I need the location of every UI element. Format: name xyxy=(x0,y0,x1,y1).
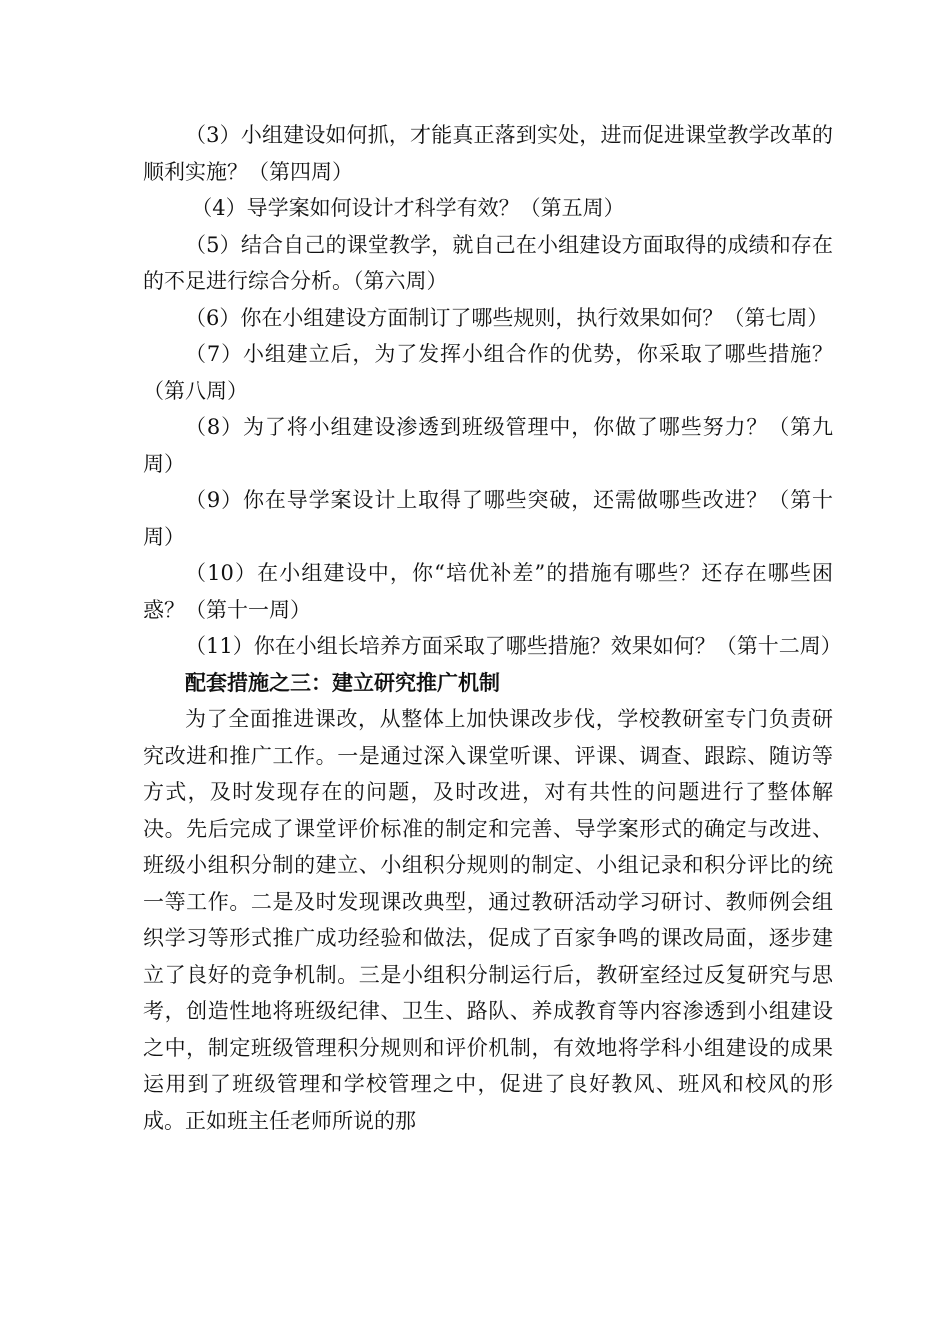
question-item-6: （6）你在小组建设方面制订了哪些规则，执行效果如何？（第七周） xyxy=(185,305,829,330)
question-item-7: （7）小组建立后，为了发挥小组合作的优势，你采取了哪些措施？（第八周） xyxy=(143,342,833,403)
document-body xyxy=(143,117,842,1139)
question-item-9: （9）你在导学案设计上取得了哪些突破，还需做哪些改进？（第十周） xyxy=(143,488,833,549)
question-item-3: （3）小组建设如何抓，才能真正落到实处，进而促进课堂教学改革的顺利实施？（第四周） xyxy=(143,123,833,184)
question-item-5: （5）结合自己的课堂教学，就自己在小组建设方面取得的成绩和存在的不足进行综合分析。（第六周） xyxy=(143,232,833,293)
question-item-8: （8）为了将小组建设渗透到班级管理中，你做了哪些努力？（第九周） xyxy=(143,415,833,476)
question-item-11: （11）你在小组长培养方面采取了哪些措施？效果如何？（第十二周） xyxy=(185,634,842,658)
section-body-paragraph: 为了全面推进课改，从整体上加快课改步伐，学校教研室专门负责研究改进和推广工作。一是通过深入课堂听课、评课、调查、跟踪、随访等方式，及时发现存在的问题，及时改进，对有共性的问题进行了整体解决。先后完成了课堂评价标准的制定和完善、导学案形式的确定与改进、班级小组积分制的建立、小组积分规则的制定、小组记录和积分评比的统一等工作。二是及时发现课改典型，通过教研活动学习研讨、教师例会组织学习等形式推广成功经验和做法，促成了百家争鸣的课改局面，逐步建立了良好的竞争机制。三是小组积分制运行后，教研室经过反复研究与思考，创造性地将班级纪律、卫生、路队、养成教育等内容渗透到小组建设之中，制定班级管理积分规则和评价机制，有效地将学科小组建设的成果运用到了班级管理和学校管理之中，促进了良好教风、班风和校风的形成。正如班主任老师所说的那 xyxy=(143,707,833,1133)
section-heading: 配套措施之三：建立研究推广机制 xyxy=(185,669,500,695)
question-item-10: （10）在小组建设中，你“培优补差”的措施有哪些？还存在哪些困惑？（第十一周） xyxy=(143,561,833,622)
question-item-4: （4）导学案如何设计才科学有效？（第五周） xyxy=(191,196,625,220)
